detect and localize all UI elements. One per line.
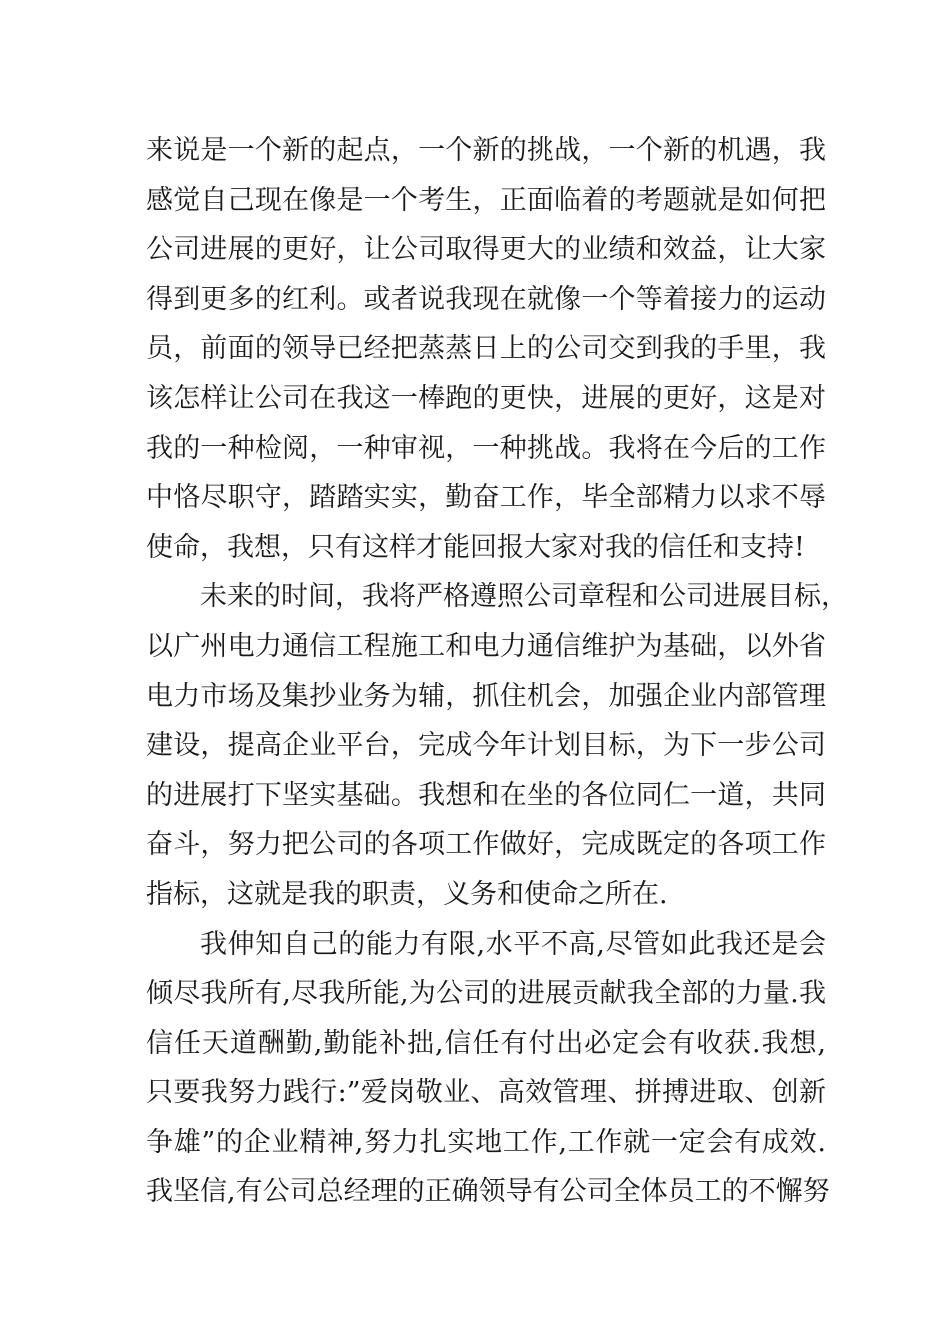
- text-line: 中恪尽职守，踏踏实实，勤奋工作，毕全部精力以求不辱: [146, 482, 826, 514]
- text-line: 未来的时间，我将严格遵照公司章程和公司进展目标，: [200, 581, 848, 613]
- text-line: 电力市场及集抄业务为辅，抓住机会，加强企业内部管理: [146, 680, 826, 712]
- text-line: 来说是一个新的起点，一个新的挑战，一个新的机遇，我: [146, 135, 826, 166]
- text-line: 我的一种检阅，一种审视，一种挑战。我将在今后的工作: [146, 432, 826, 464]
- text-line: 得到更多的红利。或者说我现在就像一个等着接力的运动: [146, 283, 826, 315]
- text-line: 奋斗，努力把公司的各项工作做好，完成既定的各项工作: [146, 829, 826, 861]
- text-line: 公司进展的更好，让公司取得更大的业绩和效益，让大家: [146, 234, 826, 266]
- text-line: 争雄”的企业精神,努力扎实地工作,工作就一定会有成效.: [146, 1126, 826, 1158]
- text-line: 我伸知自己的能力有限,水平不高,尽管如此我还是会: [200, 928, 826, 960]
- text-line: 感觉自己现在像是一个考生，正面临着的考题就是如何把: [146, 184, 826, 216]
- text-line: 倾尽我所有,尽我所能,为公司的进展贡献我全部的力量.我: [146, 978, 826, 1010]
- text-line: 只要我努力践行:”爱岗敬业、高效管理、拼搏进取、创新: [146, 1077, 826, 1109]
- text-line: 以广州电力通信工程施工和电力通信维护为基础，以外省: [146, 630, 826, 662]
- text-line: 建设，提高企业平台，完成今年计划目标，为下一步公司: [146, 730, 826, 762]
- text-line: 我坚信,有公司总经理的正确领导有公司全体员工的不懈努: [146, 1176, 830, 1208]
- text-line: 的进展打下坚实基础。我想和在坐的各位同仁一道，共同: [146, 779, 826, 811]
- text-line: 指标，这就是我的职责，义务和使命之所在.: [146, 878, 668, 910]
- text-line: 该怎样让公司在我这一棒跑的更快，进展的更好，这是对: [146, 382, 826, 414]
- body-text: [146, 126, 848, 1217]
- text-line: 使命，我想，只有这样才能回报大家对我的信任和支持!: [146, 531, 805, 563]
- text-line: 员，前面的领导已经把蒸蒸日上的公司交到我的手里，我: [146, 333, 826, 365]
- text-line: 信任天道酬勤,勤能补拙,信任有付出必定会有收获.我想,: [146, 1027, 826, 1059]
